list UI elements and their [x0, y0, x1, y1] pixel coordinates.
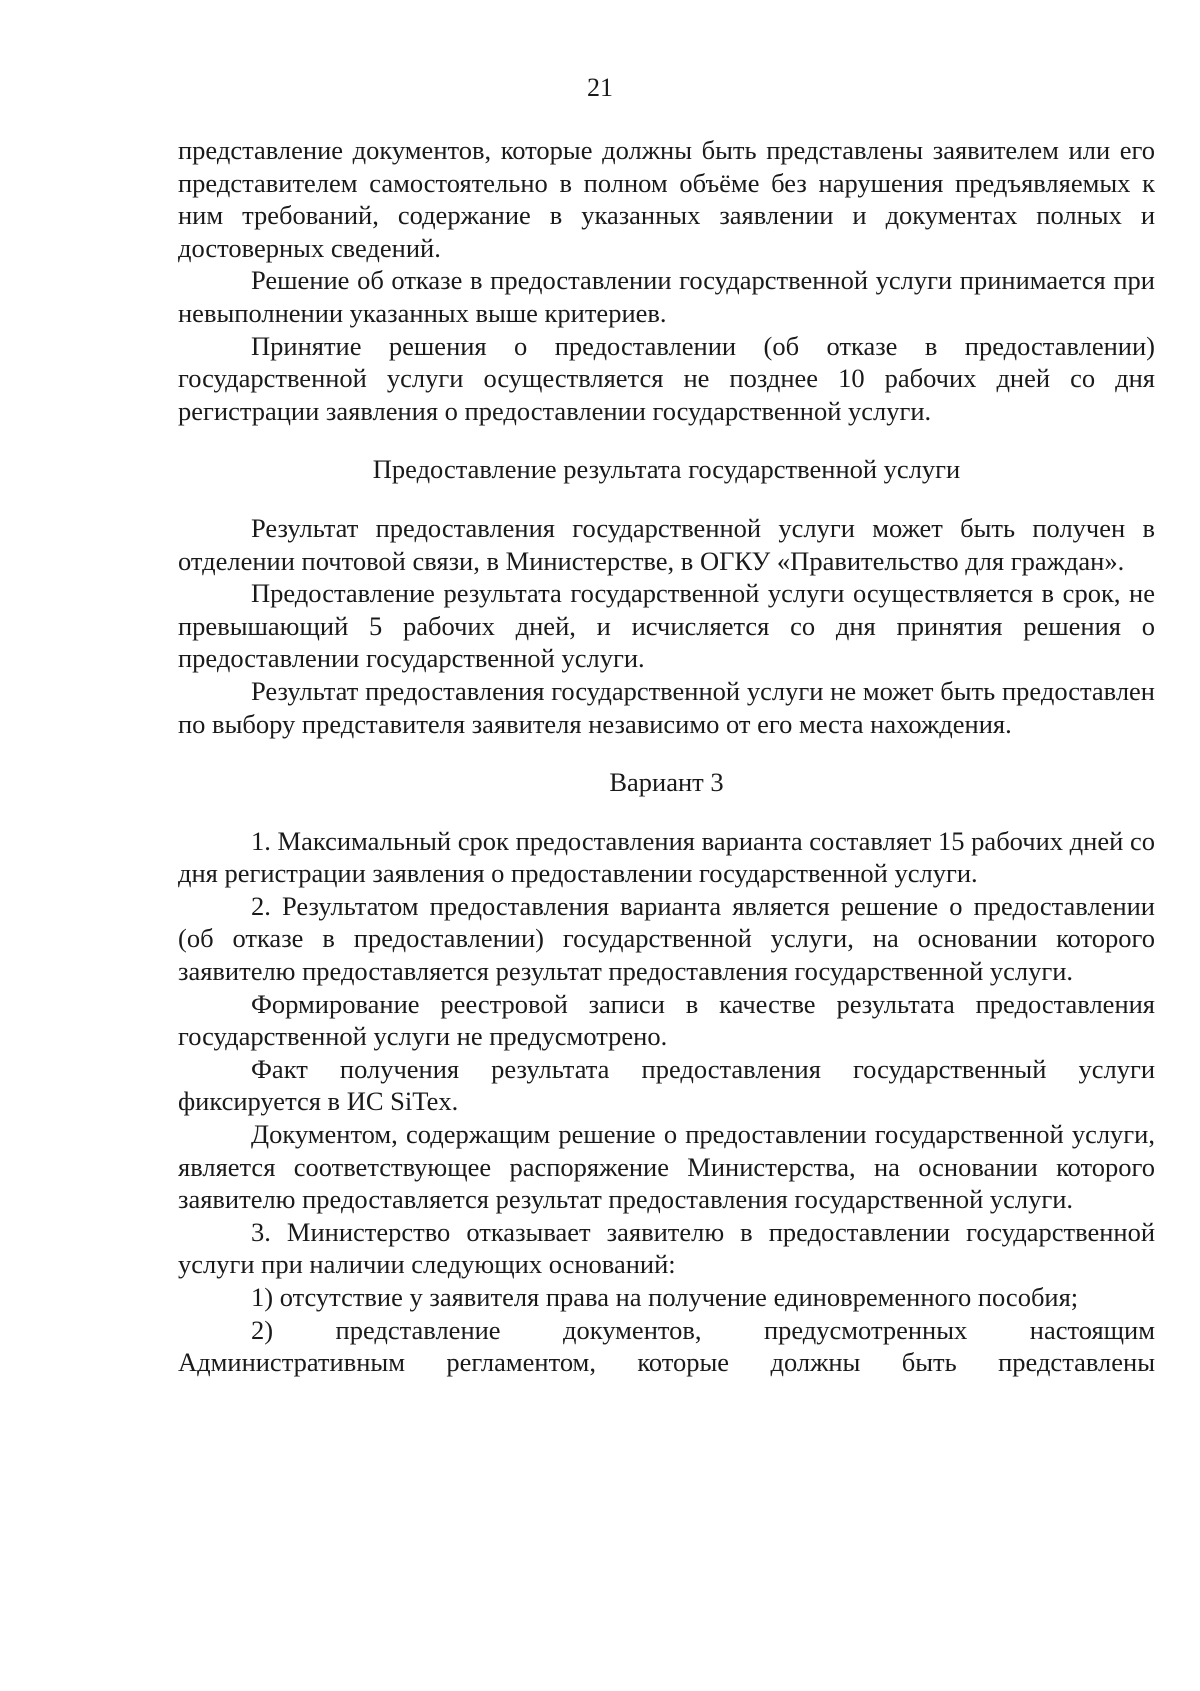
paragraph-variant-item-3: 3. Министерство отказывает заявителю в предоставлении государственной услуги при наличии следующих оснований: — [178, 1216, 1155, 1280]
paragraph-refusal-decision: Решение об отказе в предоставлении государственной услуги принимается при невыполнении указанных выше критериев. — [178, 265, 1155, 328]
page-number: 21 — [587, 73, 613, 102]
paragraph-result-location: Результат предоставления государственной услуги не может быть предоставлен по выбору представителя заявителя независимо от его места нахождения. — [178, 675, 1155, 739]
list-item-ground-1: 1) отсутствие у заявителя права на получение единовременного пособия; — [251, 1282, 1079, 1312]
paragraph-result-deadline: Предоставление результата государственной услуги осуществляется в срок, не превышающий 5 рабочих дней, и исчисляется со дня принятия решения о предоставлении государственной услуги. — [178, 578, 1155, 674]
section-heading-result: Предоставление результата государственной услуги — [372, 454, 961, 485]
list-item-ground-2: 2) представление документов, предусмотренных настоящим Административным регламентом, которые должны быть представлены — [178, 1314, 1155, 1378]
paragraph-registry-record: Формирование реестровой записи в качестве результата предоставления государственной услуги не предусмотрено. — [178, 988, 1155, 1052]
paragraph-variant-item-1: 1. Максимальный срок предоставления варианта составляет 15 рабочих дней со дня регистрации заявления о предоставлении государственной услуги. — [178, 825, 1155, 889]
paragraph-variant-item-2: 2. Результатом предоставления варианта является решение о предоставлении (об отказе в предоставлении) государственной услуги, на основании которого заявителю предоставляется результат предоставления государственной услуги. — [178, 890, 1155, 987]
paragraph-continuation: представление документов, которые должны быть представлены заявителем или его представителем самостоятельно в полном объёме без нарушения предъявляемых к ним требований, содержание в указанных заявлении и документах полных и достоверных сведений. — [178, 135, 1155, 263]
paragraph-result-fixation: Факт получения результата предоставления государственный услуги фиксируется в ИС SiTex. — [178, 1053, 1155, 1117]
paragraph-result-channels: Результат предоставления государственной услуги может быть получен в отделении почтовой связи, в Министерстве, в ОГКУ «Правительство для граждан». — [178, 512, 1155, 576]
document-body — [178, 134, 1155, 1379]
paragraph-decision-deadline: Принятие решения о предоставлении (об отказе в предоставлении) государственной услуги осуществляется не позднее 10 рабочих дней со дня регистрации заявления о предоставлении государственной услуги. — [178, 330, 1155, 426]
paragraph-decision-document: Документом, содержащим решение о предоставлении государственной услуги, является соответствующее распоряжение Министерства, на основании которого заявителю предоставляется результат предоставления государственной услуги. — [178, 1119, 1155, 1215]
variant-heading: Вариант 3 — [609, 767, 724, 798]
